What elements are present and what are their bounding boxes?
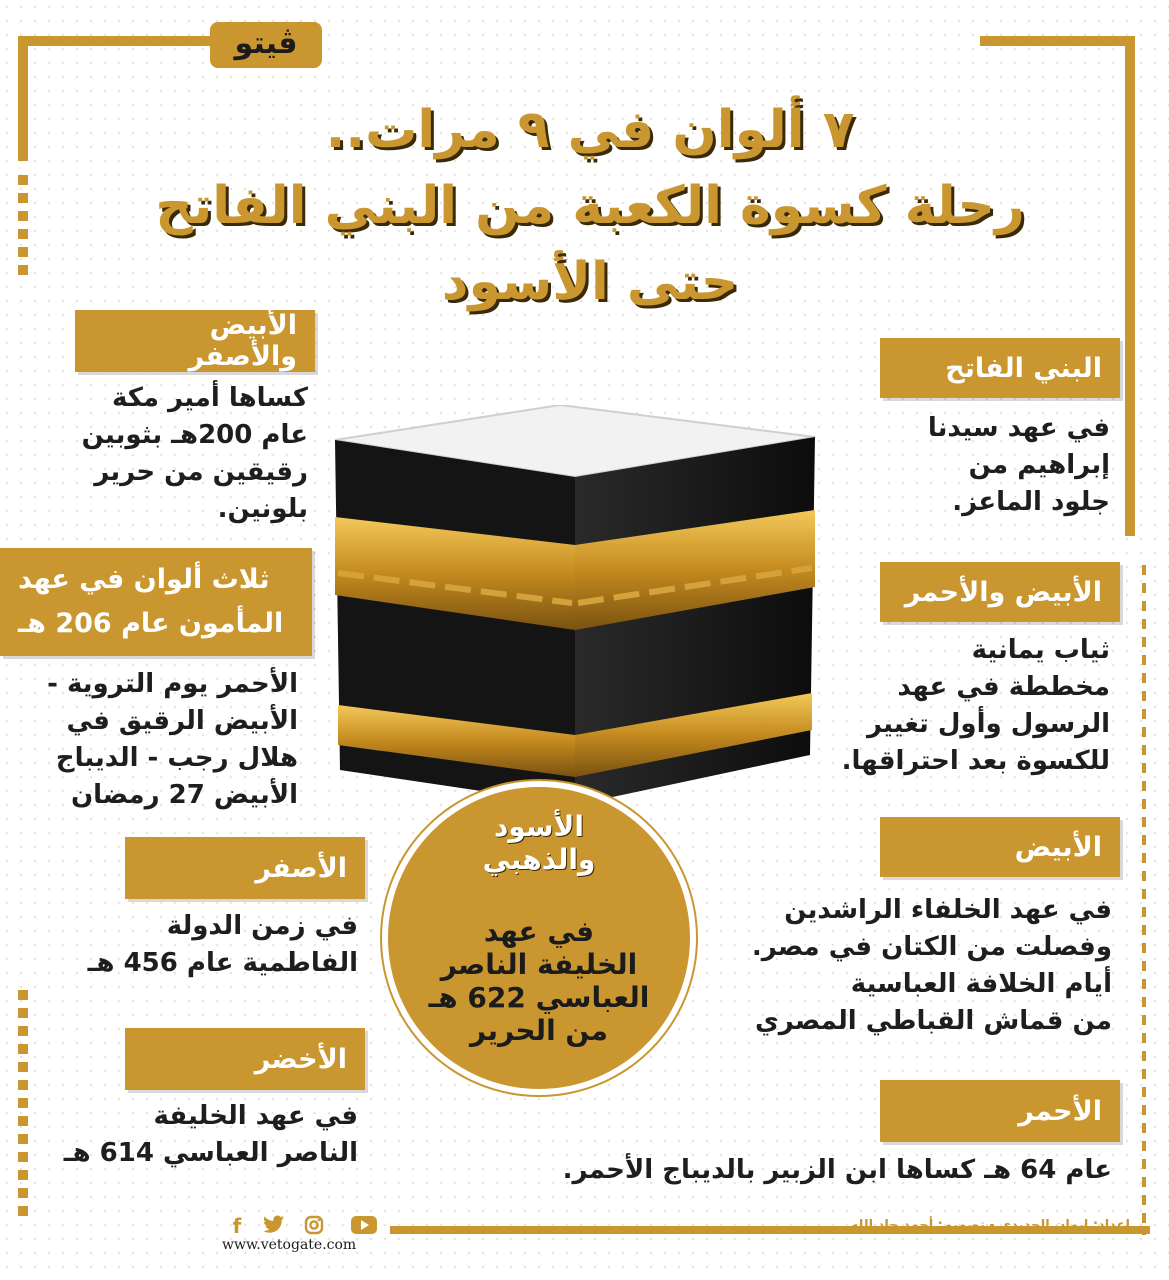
desc-line: في عهد الخلفاء الراشدين <box>784 895 1112 925</box>
desc-line: في عهد سيدنا <box>927 413 1110 443</box>
desc-line: جلود الماعز. <box>952 487 1110 517</box>
frame-dash <box>18 1044 28 1054</box>
frame-dash <box>18 990 28 1000</box>
frame-dash <box>18 1098 28 1108</box>
circle-desc-line: من الحرير <box>470 1014 608 1047</box>
circle-desc-line: في عهد <box>483 915 595 948</box>
tag-light-brown <box>880 338 1120 398</box>
circle-desc <box>388 915 690 1047</box>
desc-line: للكسوة بعد احتراقها. <box>841 746 1110 776</box>
desc-yellow <box>40 908 358 982</box>
frame-right-top <box>980 36 1135 46</box>
circle-title-line: الأسود <box>494 810 584 843</box>
brand-logo[interactable]: ڤيتو <box>210 22 322 68</box>
frame-dash <box>18 1026 28 1036</box>
desc-line: رقيقين من حرير بلونين. <box>94 457 308 524</box>
tag-label: الأخضر <box>254 1043 347 1075</box>
frame-dash <box>18 1134 28 1144</box>
desc-line: وفصلت من الكتان في مصر. <box>751 932 1112 962</box>
desc-white-yellow <box>10 380 308 528</box>
desc-white-red <box>760 632 1110 780</box>
desc-line: إبراهيم من <box>968 450 1110 480</box>
desc-line: أيام الخلافة العباسية <box>850 969 1112 999</box>
frame-dash <box>18 229 28 239</box>
youtube-icon[interactable] <box>350 1215 378 1237</box>
desc-line: الأبيض 27 رمضان <box>70 780 298 810</box>
tag-label: الأبيض <box>1014 831 1102 863</box>
frame-right <box>1125 36 1135 536</box>
tag-white-yellow <box>75 310 315 372</box>
tag-red <box>880 1080 1120 1142</box>
frame-dash <box>18 1116 28 1126</box>
title-line-2: رحلة كسوة الكعبة من البني الفاتح <box>155 176 1025 236</box>
facebook-icon[interactable]: f <box>232 1214 242 1238</box>
frame-right-dashed <box>1142 565 1146 1235</box>
tag-yellow <box>125 837 365 899</box>
desc-line: هلال رجب - الديباج <box>55 743 298 773</box>
desc-line: ثياب يمانية <box>971 635 1110 665</box>
frame-dash <box>18 247 28 257</box>
title-line-3: حتى الأسود <box>441 252 739 312</box>
desc-line: الرسول وأول تغيير <box>866 709 1110 739</box>
tag-label: الأحمر <box>1018 1095 1102 1127</box>
desc-line: الأحمر يوم التروية - <box>47 669 298 699</box>
frame-dash <box>18 1206 28 1216</box>
desc-line: عام 64 هـ كساها ابن الزبير بالديباج الأحمر. <box>562 1155 1112 1185</box>
desc-line: مخططة في عهد <box>897 672 1110 702</box>
credits: إعداد: إيمان الحديدي - تصميم: أحمد جاد الله <box>850 1218 1130 1233</box>
frame-dash <box>18 265 28 275</box>
frame-dash <box>18 1188 28 1198</box>
tag-green <box>125 1028 365 1090</box>
desc-line: من قماش القباطي المصري <box>754 1006 1112 1036</box>
frame-left <box>18 36 28 161</box>
frame-dash <box>18 1062 28 1072</box>
desc-line: في عهد الخليفة <box>153 1101 358 1131</box>
instagram-icon[interactable] <box>302 1215 326 1237</box>
desc-line: عام 200هـ بثوبين <box>81 420 308 450</box>
twitter-icon[interactable] <box>262 1215 286 1237</box>
frame-dash <box>18 211 28 221</box>
tag-three-colors <box>0 548 312 656</box>
desc-three-colors <box>20 666 298 814</box>
frame-dash <box>18 193 28 203</box>
desc-white <box>700 892 1112 1040</box>
tag-label: ثلاث ألوان في عهد <box>18 564 270 595</box>
frame-dash <box>18 1152 28 1162</box>
tag-label: المأمون عام 206 هـ <box>18 608 284 639</box>
desc-line: الفاطمية عام 456 هـ <box>87 948 358 978</box>
frame-dash <box>18 175 28 185</box>
tag-white <box>880 817 1120 877</box>
desc-line: الناصر العباسي 614 هـ <box>63 1138 358 1168</box>
website-url[interactable]: www.vetogate.com <box>222 1237 357 1253</box>
tag-white-red <box>880 562 1120 622</box>
kaaba-illustration <box>330 405 820 815</box>
page-title <box>60 92 1120 320</box>
circle-desc-line: العباسي 622 هـ <box>428 981 650 1014</box>
desc-line: الأبيض الرقيق في <box>66 706 298 736</box>
tag-label: البني الفاتح <box>945 352 1102 384</box>
desc-light-brown <box>830 410 1110 521</box>
tag-label: الأبيض والأصفر <box>188 310 297 372</box>
desc-red <box>540 1152 1112 1189</box>
desc-green <box>40 1098 358 1172</box>
frame-dash <box>18 1008 28 1018</box>
circle-desc-line: الخليفة الناصر <box>440 948 638 981</box>
circle-title <box>388 810 690 876</box>
frame-top <box>18 36 213 46</box>
frame-dash <box>18 1170 28 1180</box>
title-line-1: ٧ ألوان في ٩ مرات.. <box>325 100 855 160</box>
tag-label: الأصفر <box>255 852 347 884</box>
tag-label: الأبيض والأحمر <box>904 576 1102 608</box>
frame-dash <box>18 1080 28 1090</box>
circle-title-line: والذهبي <box>482 843 596 876</box>
desc-line: كساها أمير مكة <box>111 383 308 413</box>
desc-line: في زمن الدولة <box>166 911 358 941</box>
